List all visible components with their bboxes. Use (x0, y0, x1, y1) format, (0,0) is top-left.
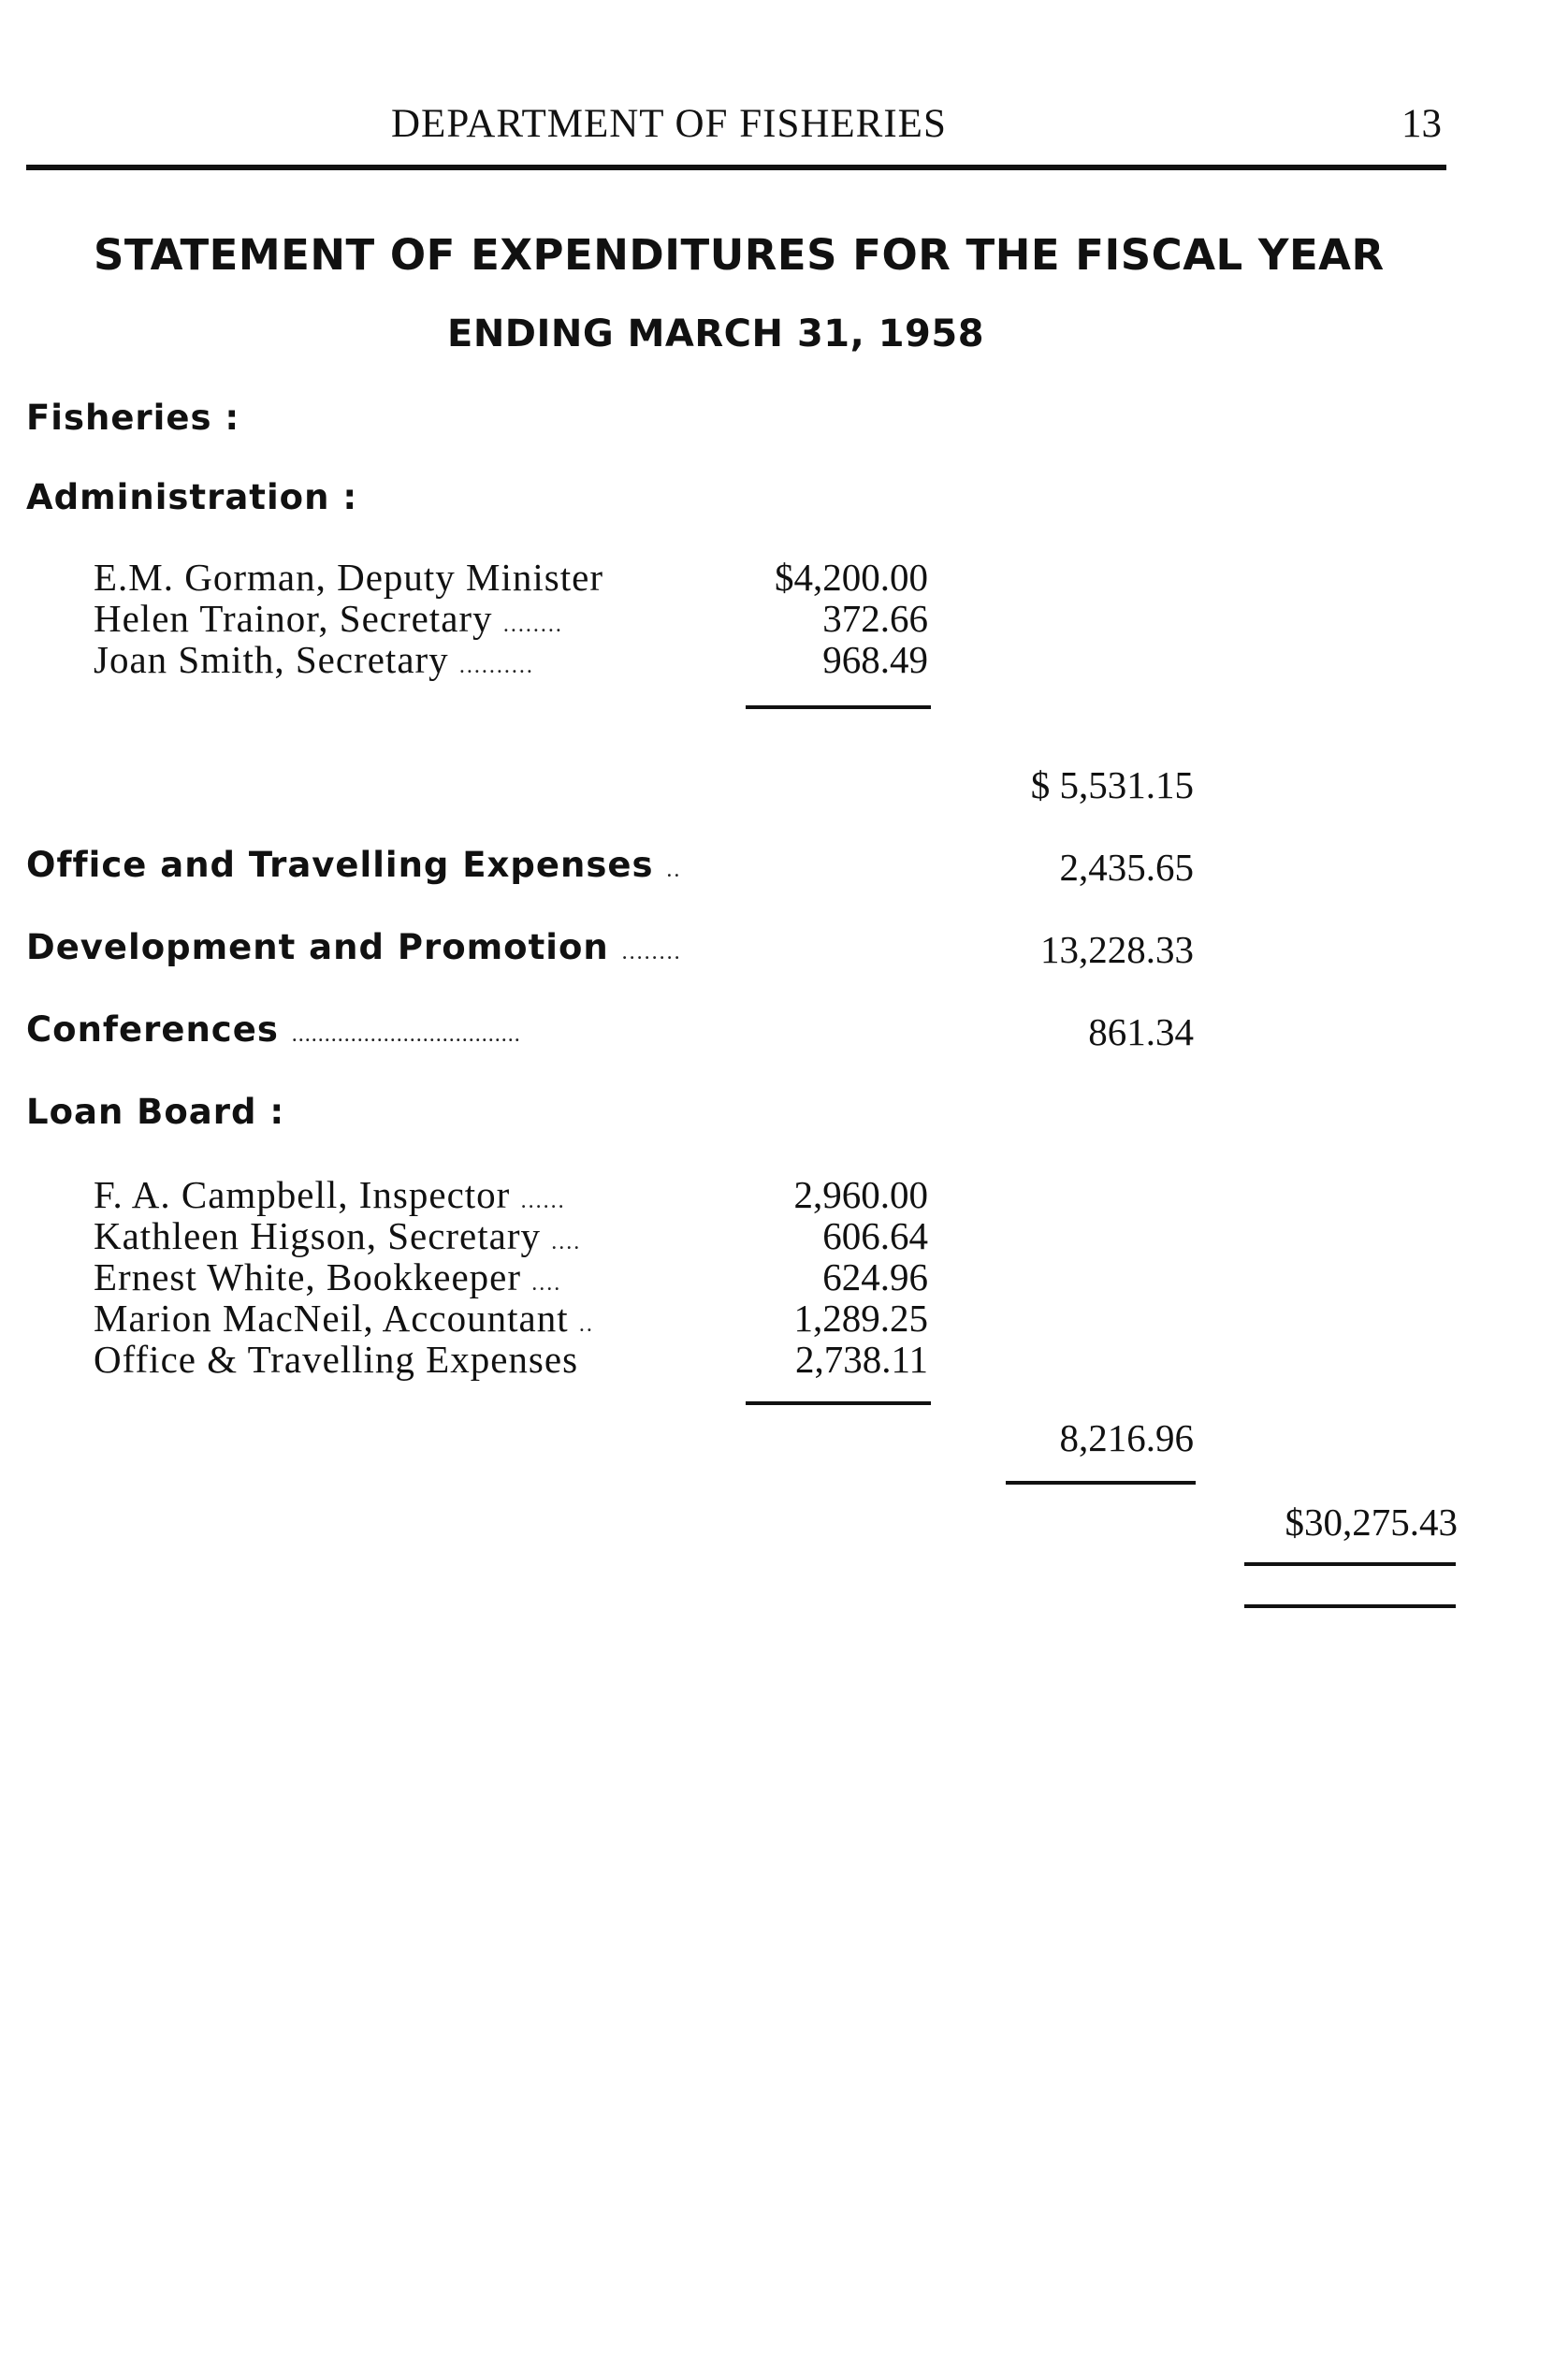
grand-total: $30,275.43 (1285, 1501, 1458, 1544)
leader-dots: ........ (502, 613, 563, 637)
leader-dots: ........ (621, 940, 682, 964)
category-amount: 13,228.33 (1040, 928, 1194, 971)
loan-board-item-name: Marion MacNeil, Accountant (94, 1297, 569, 1340)
loan-board-item-amount: 624.96 (822, 1255, 928, 1298)
category-total-rule (1006, 1481, 1196, 1485)
loan-board-item-amount: 606.64 (822, 1214, 928, 1257)
category-line (26, 845, 681, 885)
fisheries-heading: Fisheries : (26, 398, 240, 438)
loan-board-heading: Loan Board : (26, 1092, 285, 1132)
loan-board-item-name: Ernest White, Bookkeeper (94, 1255, 522, 1298)
admin-item-name: Helen Trainor, Secretary (94, 597, 493, 640)
loan-board-item (94, 1337, 578, 1382)
statement-title-line-2: ENDING MARCH 31, 1958 (447, 312, 985, 355)
category-label: Conferences (26, 1009, 279, 1050)
category-label: Office and Travelling Expenses (26, 845, 654, 885)
admin-item-amount: 968.49 (822, 638, 928, 681)
header-rule (26, 165, 1446, 170)
leader-dots: .. (666, 858, 682, 882)
grand-total-rule-2 (1244, 1604, 1456, 1608)
loan-board-item-name: F. A. Campbell, Inspector (94, 1173, 511, 1216)
admin-item (94, 596, 563, 641)
leader-dots: ................................... (291, 1022, 521, 1047)
leader-dots: .. (578, 1312, 594, 1337)
category-line (26, 927, 682, 967)
loan-board-item (94, 1254, 561, 1299)
admin-item-name: E.M. Gorman, Deputy Minister (94, 556, 603, 599)
loan-board-item-amount: 2,738.11 (795, 1338, 928, 1381)
loan-board-item-name: Kathleen Higson, Secretary (94, 1214, 541, 1257)
leader-dots: .... (551, 1230, 582, 1254)
admin-item-amount: 372.66 (822, 597, 928, 640)
page-number: 13 (1401, 102, 1442, 146)
category-amount: 2,435.65 (1059, 846, 1194, 889)
category-label: Development and Promotion (26, 927, 609, 967)
loan-board-subtotal-rule (746, 1401, 931, 1405)
administration-heading: Administration : (26, 477, 358, 517)
admin-subtotal: $ 5,531.15 (1030, 763, 1194, 806)
statement-title-line-1: STATEMENT OF EXPENDITURES FOR THE FISCAL YEAR (94, 230, 1385, 280)
loan-board-subtotal: 8,216.96 (1059, 1416, 1194, 1459)
category-line (26, 1009, 521, 1050)
loan-board-item (94, 1296, 594, 1341)
admin-item (94, 555, 603, 600)
running-head: DEPARTMENT OF FISHERIES (391, 102, 947, 146)
leader-dots: .......... (458, 654, 534, 678)
loan-board-item-name: Office & Travelling Expenses (94, 1338, 579, 1381)
loan-board-item (94, 1172, 566, 1217)
leader-dots: .... (531, 1271, 562, 1296)
admin-item-amount: $4,200.00 (775, 556, 928, 599)
leader-dots: ...... (520, 1189, 566, 1213)
admin-item-name: Joan Smith, Secretary (94, 638, 449, 681)
category-amount: 861.34 (1088, 1010, 1194, 1053)
admin-subtotal-rule (746, 705, 931, 709)
loan-board-item-amount: 2,960.00 (793, 1173, 928, 1216)
loan-board-item-amount: 1,289.25 (793, 1297, 928, 1340)
loan-board-item (94, 1213, 581, 1258)
grand-total-rule-1 (1244, 1562, 1456, 1566)
admin-item (94, 637, 534, 682)
